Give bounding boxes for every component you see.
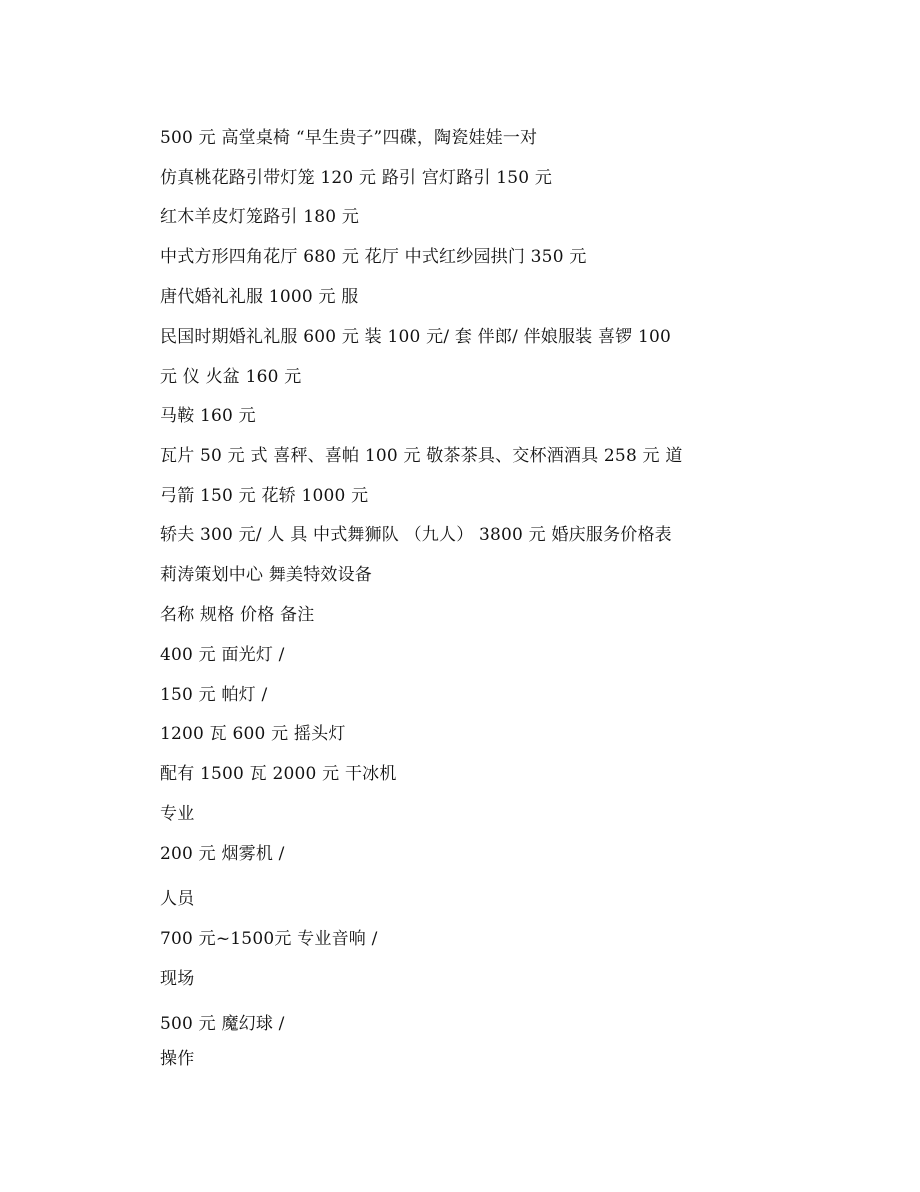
text-line: 150 元 帕灯 / xyxy=(160,685,268,705)
text-line: 中式方形四角花厅 680 元 花厅 中式红纱园拱门 350 元 xyxy=(160,247,587,267)
text-line: 操作 xyxy=(160,1049,195,1069)
text-line: 弓箭 150 元 花轿 1000 元 xyxy=(160,486,369,506)
text-line: 名称 规格 价格 备注 xyxy=(160,605,315,625)
text-line: 500 元 高堂桌椅 “早生贵子”四碟，陶瓷娃娃一对 xyxy=(160,128,538,148)
text-line: 莉涛策划中心 舞美特效设备 xyxy=(160,565,373,585)
text-line: 唐代婚礼礼服 1000 元 服 xyxy=(160,287,359,307)
text-line: 700 元~1500元 专业音响 / xyxy=(160,929,378,949)
text-line: 元 仪 火盆 160 元 xyxy=(160,367,302,387)
text-line: 专业 xyxy=(160,804,195,824)
text-line: 配有 1500 瓦 2000 元 干冰机 xyxy=(160,764,397,784)
text-line: 1200 瓦 600 元 摇头灯 xyxy=(160,724,346,744)
text-line: 500 元 魔幻球 / xyxy=(160,1014,285,1034)
text-line: 400 元 面光灯 / xyxy=(160,645,285,665)
text-line: 马鞍 160 元 xyxy=(160,406,256,426)
text-line: 仿真桃花路引带灯笼 120 元 路引 宫灯路引 150 元 xyxy=(160,168,553,188)
text-line: 200 元 烟雾机 / xyxy=(160,844,285,864)
text-line: 红木羊皮灯笼路引 180 元 xyxy=(160,207,360,227)
text-line: 现场 xyxy=(160,969,195,989)
text-line: 人员 xyxy=(160,889,195,909)
text-line: 轿夫 300 元/ 人 具 中式舞狮队 （九人） 3800 元 婚庆服务价格表 xyxy=(160,525,672,545)
text-line: 瓦片 50 元 式 喜秤、喜帕 100 元 敬茶茶具、交杯酒酒具 258 元 道 xyxy=(160,446,683,466)
text-line: 民国时期婚礼礼服 600 元 装 100 元/ 套 伴郎/ 伴娘服装 喜锣 100 xyxy=(160,327,672,347)
